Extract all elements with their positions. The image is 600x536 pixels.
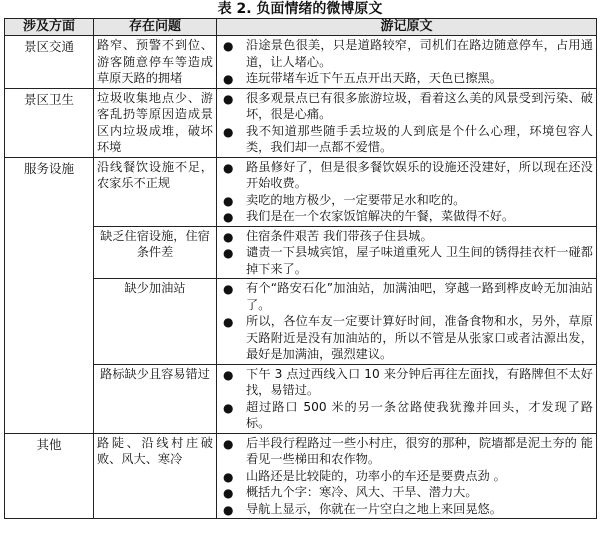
table-row — [5, 157, 597, 226]
problem-cell: 缺乏住宿设施，住宿条件差 — [94, 226, 217, 279]
note-text: 沿途景色很美，只是道路较窄，司机们在路边随意停车，占用通道，让人堵心。 — [246, 38, 593, 69]
bullet-icon: ● — [223, 315, 234, 329]
list-item — [220, 159, 593, 192]
list-item — [220, 313, 593, 363]
bullet-icon: ● — [223, 486, 234, 500]
notes-list — [220, 90, 593, 156]
bullet-icon: ● — [223, 229, 234, 244]
problem-cell: 路陡、沿线村庄破败、风大、寒冷 — [94, 433, 217, 519]
aspect-cell: 其他 — [5, 433, 94, 519]
negative-emotion-table — [4, 18, 597, 519]
list-item — [220, 399, 593, 432]
note-text: 山路还是比较陡的，功率小的车还是要费点劲 。 — [246, 468, 506, 483]
bullet-icon: ● — [223, 72, 234, 86]
notes-list — [220, 366, 593, 432]
table-row — [5, 364, 597, 433]
table-row — [5, 433, 597, 519]
list-item — [220, 228, 593, 245]
bullet-icon: ● — [223, 193, 234, 208]
list-item — [220, 70, 593, 87]
header-aspect: 涉及方面 — [5, 19, 94, 36]
table-title: 表 2. 负面情绪的微博原文 — [217, 1, 383, 17]
problem-cell: 垃圾收集地点少、游客乱扔等原因造成景区内垃圾成堆，破坏环境 — [94, 88, 217, 157]
aspect-cell: 景区卫生 — [5, 88, 94, 157]
list-item — [220, 37, 593, 70]
header-problem: 存在问题 — [94, 19, 217, 36]
note-text: 我们是在一个农家饭馆解决的午餐，菜做得不好。 — [246, 209, 515, 223]
note-text: 导航上显示，你就在一片空白之地上来回晃悠。 — [246, 501, 502, 516]
notes-list — [220, 159, 593, 225]
notes-list — [220, 280, 593, 363]
note-text: 有个“路安石化”加油站，加满油吧，穿越一路到桦皮岭无加油站了。 — [246, 281, 593, 312]
list-item — [220, 435, 593, 468]
notes-list — [220, 37, 593, 87]
aspect-cell: 服务设施 — [5, 157, 94, 433]
problem-cell: 路窄、预警不到位、游客随意停车等造成草原天路的拥堵 — [94, 36, 217, 89]
note-text: 卖吃的地方极少，一定要带足水和吃的。 — [246, 192, 466, 207]
table-body — [5, 36, 597, 519]
bullet-icon: ● — [223, 436, 234, 451]
notes-list — [220, 228, 593, 278]
bullet-icon: ● — [223, 124, 234, 139]
notes-cell — [217, 36, 597, 89]
list-item — [220, 208, 593, 225]
note-text: 谴责一下县城宾馆，屋子味道重死人 卫生间的锈得挂衣杆一碰都掉下来了。 — [246, 245, 593, 276]
bullet-icon: ● — [223, 246, 234, 260]
note-text: 超过路口 500 米的另一条岔路使我犹豫并回头，才发现了路标。 — [246, 399, 593, 430]
note-text: 所以，各位车友一定要计算好时间，准备食物和水，另外，草原天路附近是没有加油站的，所以不管是从张家口或者沽源出发，最好是加满油，强烈建议。 — [246, 314, 593, 361]
note-text: 下午 3 点过西线入口 10 来分钟后再往左面找，有路牌但不太好找，易错过。 — [246, 366, 593, 397]
list-item — [220, 280, 593, 313]
bullet-icon: ● — [223, 160, 234, 175]
table-row — [5, 36, 597, 89]
note-text: 很多观景点已有很多旅游垃圾，看着这么美的风景受到污染、破坏，很是心痛。 — [246, 90, 593, 121]
list-item — [220, 501, 593, 518]
notes-cell — [217, 433, 597, 519]
list-item — [220, 192, 593, 209]
problem-cell: 沿线餐饮设施不足，农家乐不正规 — [94, 157, 217, 226]
notes-cell — [217, 88, 597, 157]
bullet-icon: ● — [223, 39, 234, 53]
list-item — [220, 244, 593, 277]
notes-list — [220, 435, 593, 518]
list-item — [220, 484, 593, 501]
note-text: 住宿条件艰苦 我们带孩子住县城。 — [246, 228, 433, 243]
notes-cell — [217, 279, 597, 365]
bullet-icon: ● — [223, 367, 234, 382]
list-item — [220, 90, 593, 123]
note-text: 后半段行程路过一些小村庄，很穷的那种，院墙都是泥土夯的 能看见一些梯田和农作物。 — [246, 435, 593, 466]
table-row — [5, 279, 597, 365]
bullet-icon: ● — [223, 210, 234, 224]
table-header-row — [5, 19, 597, 36]
notes-cell — [217, 157, 597, 226]
aspect-cell: 景区交通 — [5, 36, 94, 89]
list-item — [220, 366, 593, 399]
list-item — [220, 468, 593, 485]
list-item — [220, 123, 593, 156]
table-row — [5, 88, 597, 157]
bullet-icon: ● — [223, 400, 234, 415]
bullet-icon: ● — [223, 502, 234, 517]
bullet-icon: ● — [223, 91, 234, 106]
notes-cell — [217, 226, 597, 279]
problem-cell: 缺少加油站 — [94, 279, 217, 365]
note-text: 我不知道那些随手丢垃圾的人到底是个什么心理，环境包容人类，我们却一点都不爱惜。 — [246, 123, 593, 154]
bullet-icon: ● — [223, 282, 234, 296]
note-text: 连玩带堵车近下午五点开出天路，天色已擦黑。 — [246, 71, 502, 85]
notes-cell — [217, 364, 597, 433]
header-notes: 游记原文 — [217, 19, 597, 36]
bullet-icon: ● — [223, 469, 234, 484]
note-text: 路虽修好了，但是很多餐饮娱乐的设施还没建好，所以现在还没开始收费。 — [246, 159, 593, 190]
problem-cell: 路标缺少且容易错过 — [94, 364, 217, 433]
note-text: 概括九个字：寒冷、风大、干旱、潜力大。 — [246, 485, 478, 499]
table-row — [5, 226, 597, 279]
